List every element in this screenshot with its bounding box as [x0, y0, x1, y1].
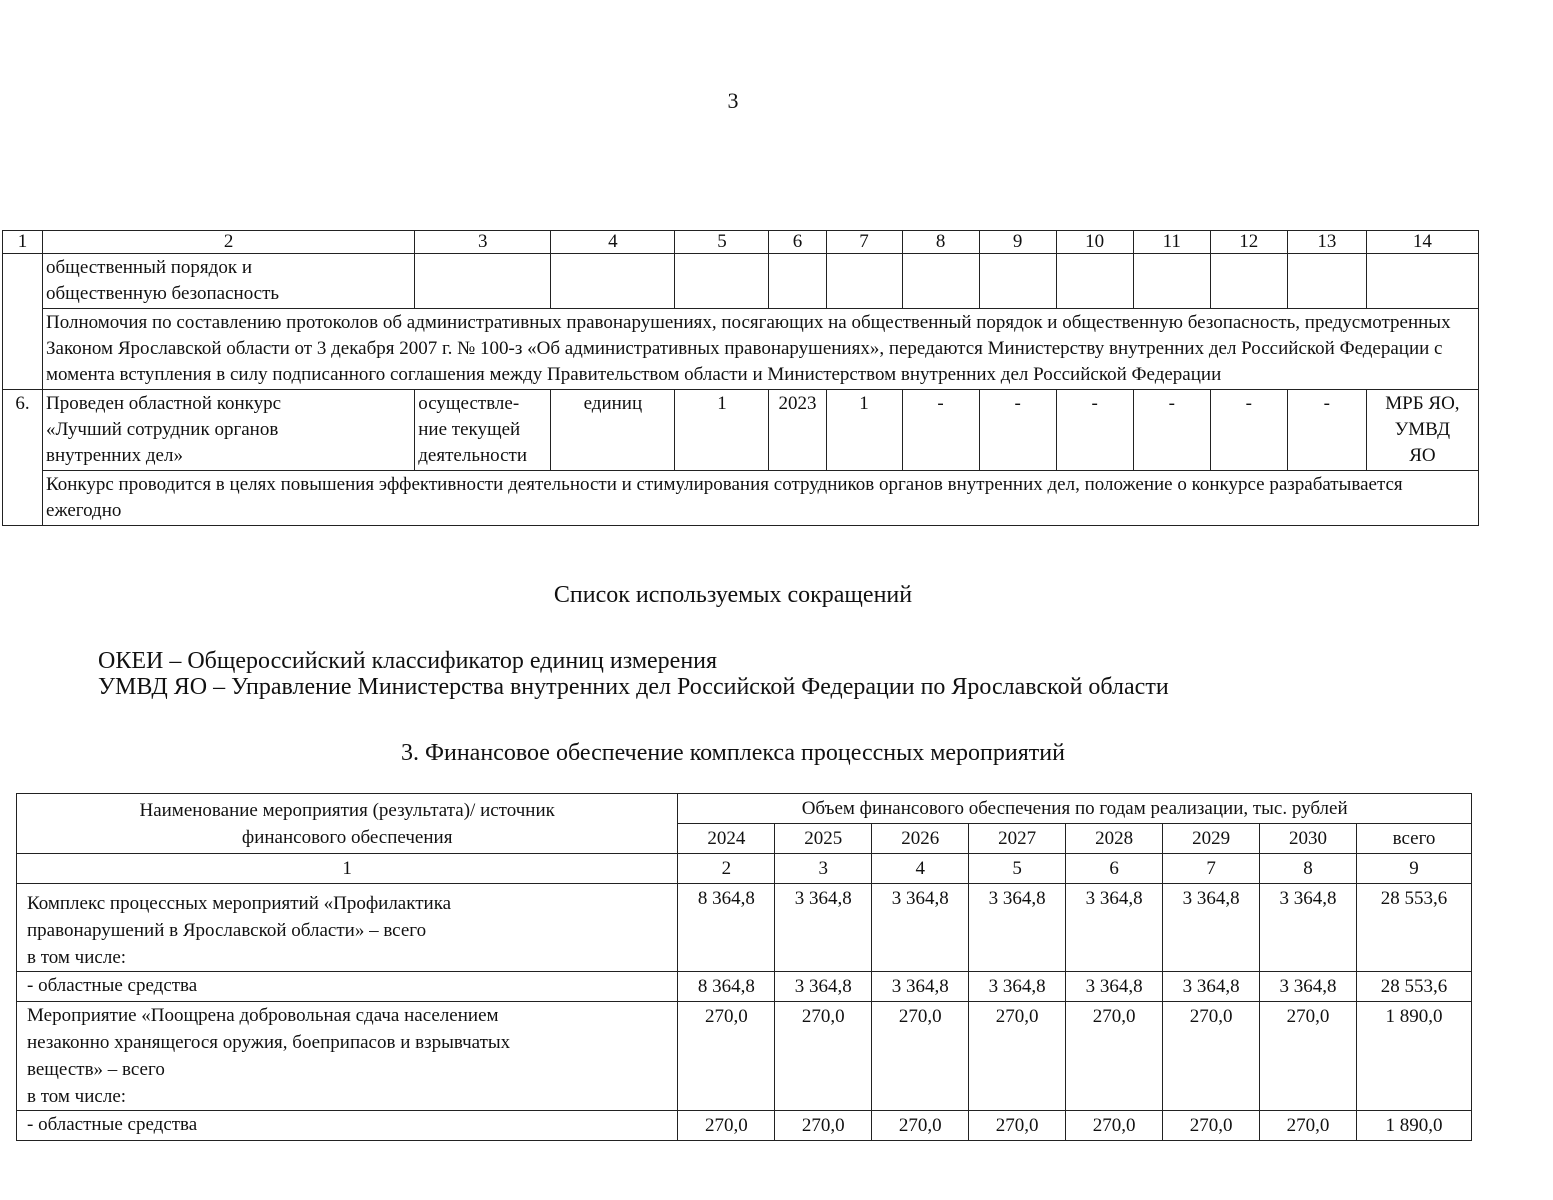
- value-cell: -: [1133, 390, 1210, 471]
- year-header: 2027: [969, 824, 1066, 854]
- col-number: 5: [969, 854, 1066, 884]
- col-number: 2: [43, 231, 415, 254]
- amount-cell: 3 364,8: [969, 972, 1066, 1002]
- table-row: [17, 884, 1472, 972]
- header-name-line: Наименование мероприятия (результата)/ источник: [139, 799, 555, 821]
- total-cell: 1 890,0: [1357, 1111, 1472, 1141]
- amount-cell: 3 364,8: [775, 884, 872, 972]
- value-cell: 1: [675, 390, 769, 471]
- col-number: 10: [1056, 231, 1133, 254]
- unit-cell: единиц: [551, 390, 675, 471]
- col-number: 1: [17, 854, 678, 884]
- note-text: Полномочия по составлению протоколов об административных правонарушениях, посягающих на общественный порядок и общественную безопасность, предусмотренных Законом Ярославской области от 3 декабря 2007 г. № 100-з «Об административных правонарушениях», передаются Министерству внутренних дел Российской Федерации с момента вступления в силу подписанного соглашения между Правительством области и Министерством внутренних дел Российской Федерации: [43, 309, 1479, 390]
- value-cell: -: [979, 390, 1056, 471]
- results-table: [2, 230, 1479, 526]
- value-cell: -: [1056, 390, 1133, 471]
- year-header: 2028: [1066, 824, 1163, 854]
- col-number: 8: [902, 231, 979, 254]
- amount-cell: 3 364,8: [1163, 972, 1260, 1002]
- year-header: 2030: [1260, 824, 1357, 854]
- amount-cell: 3 364,8: [872, 884, 969, 972]
- total-cell: 28 553,6: [1357, 884, 1472, 972]
- result-name-line: общественный порядок и: [46, 257, 252, 278]
- table-row: [17, 972, 1472, 1002]
- value-cell: -: [1210, 390, 1287, 471]
- header-name-line: финансового обеспечения: [241, 826, 453, 848]
- amount-cell: 270,0: [1163, 1111, 1260, 1141]
- amount-cell: 3 364,8: [1163, 884, 1260, 972]
- table-row: [3, 390, 1479, 471]
- col-number: 3: [415, 231, 551, 254]
- result-type-line: осуществле-: [418, 393, 520, 414]
- result-name-line: внутренних дел»: [46, 445, 183, 466]
- header-name-cell: [17, 794, 678, 854]
- year-header: 2029: [1163, 824, 1260, 854]
- year-cell: 2023: [769, 390, 826, 471]
- value-cell: -: [1287, 390, 1366, 471]
- header-row: [17, 794, 1472, 824]
- amount-cell: 270,0: [775, 1111, 872, 1141]
- amount-cell: 270,0: [872, 1111, 969, 1141]
- amount-cell: 3 364,8: [872, 972, 969, 1002]
- col-number: 9: [1357, 854, 1472, 884]
- year-header: 2024: [678, 824, 775, 854]
- result-type-cell: [415, 390, 551, 471]
- activity-name-line: в том числе:: [27, 1086, 127, 1107]
- abbreviations-title: Список используемых сокращений: [553, 582, 913, 608]
- table-cell: [1210, 254, 1287, 309]
- year-header: 2026: [872, 824, 969, 854]
- note-row: [3, 471, 1479, 526]
- column-number-row: [17, 854, 1472, 884]
- section-title: 3. Финансовое обеспечение комплекса процессных мероприятий: [401, 740, 1065, 766]
- note-text: Конкурс проводится в целях повышения эффективности деятельности и стимулирования сотрудников органов внутренних дел, положение о конкурсе разрабатывается ежегодно: [43, 471, 1479, 526]
- amount-cell: 270,0: [1163, 1002, 1260, 1111]
- total-cell: 28 553,6: [1357, 972, 1472, 1002]
- amount-cell: 3 364,8: [775, 972, 872, 1002]
- amount-cell: 270,0: [775, 1002, 872, 1111]
- amount-cell: 3 364,8: [1260, 972, 1357, 1002]
- amount-cell: 3 364,8: [969, 884, 1066, 972]
- table-row: [3, 254, 1479, 309]
- note-row: [3, 309, 1479, 390]
- col-number: 4: [551, 231, 675, 254]
- amount-cell: 270,0: [1066, 1111, 1163, 1141]
- col-number: 6: [769, 231, 826, 254]
- abbreviation-item: УМВД ЯО – Управление Министерства внутренних дел Российской Федерации по Ярославской области: [98, 674, 1169, 700]
- amount-cell: 270,0: [872, 1002, 969, 1111]
- header-volume: Объем финансового обеспечения по годам реализации, тыс. рублей: [678, 794, 1472, 824]
- col-number: 2: [678, 854, 775, 884]
- page-number: 3: [727, 88, 739, 113]
- value-cell: 1: [826, 390, 902, 471]
- table-cell: [826, 254, 902, 309]
- result-type-line: ние текущей: [418, 419, 521, 440]
- activity-name-line: веществ» – всего: [27, 1059, 165, 1080]
- table-cell: [769, 254, 826, 309]
- activity-name-line: незаконно хранящегося оружия, боеприпасов и взрывчатых: [27, 1032, 511, 1053]
- col-number: 4: [872, 854, 969, 884]
- col-number: 5: [675, 231, 769, 254]
- amount-cell: 270,0: [678, 1111, 775, 1141]
- col-number: 8: [1260, 854, 1357, 884]
- activity-name-line: правонарушений в Ярославской области» – всего: [27, 920, 427, 941]
- result-name-line: «Лучший сотрудник органов: [46, 419, 279, 440]
- col-number: 14: [1366, 231, 1478, 254]
- result-name-line: Проведен областной конкурс: [46, 393, 282, 414]
- table-cell: [1133, 254, 1210, 309]
- col-number: 3: [775, 854, 872, 884]
- col-number: 6: [1066, 854, 1163, 884]
- table-row: [17, 1111, 1472, 1141]
- amount-cell: 270,0: [969, 1002, 1066, 1111]
- result-type-line: деятельности: [418, 445, 528, 466]
- activity-name-line: Комплекс процессных мероприятий «Профилактика: [27, 893, 452, 914]
- row-number: 6.: [3, 390, 43, 526]
- amount-cell: 270,0: [969, 1111, 1066, 1141]
- responsible-line: МРБ ЯО,: [1385, 393, 1460, 414]
- responsible-cell: [1366, 390, 1478, 471]
- col-number: 1: [3, 231, 43, 254]
- abbreviation-item: ОКЕИ – Общероссийский классификатор единиц измерения: [98, 648, 718, 674]
- amount-cell: 270,0: [1066, 1002, 1163, 1111]
- amount-cell: 270,0: [1260, 1111, 1357, 1141]
- total-cell: 1 890,0: [1357, 1002, 1472, 1111]
- result-name-cell: [43, 254, 415, 309]
- value-cell: -: [902, 390, 979, 471]
- col-number: 7: [826, 231, 902, 254]
- activity-name-line: в том числе:: [27, 947, 127, 968]
- result-name-cell: [43, 390, 415, 471]
- col-number: 9: [979, 231, 1056, 254]
- col-number: 11: [1133, 231, 1210, 254]
- activity-name-cell: [17, 884, 678, 972]
- table-cell: [1366, 254, 1478, 309]
- table-cell: [415, 254, 551, 309]
- amount-cell: 3 364,8: [1260, 884, 1357, 972]
- amount-cell: 3 364,8: [1066, 884, 1163, 972]
- amount-cell: 8 364,8: [678, 884, 775, 972]
- table-cell: [1056, 254, 1133, 309]
- table-cell: [1287, 254, 1366, 309]
- table-row: [17, 1002, 1472, 1111]
- activity-name-line: Мероприятие «Поощрена добровольная сдача населением: [27, 1005, 499, 1026]
- col-number: 12: [1210, 231, 1287, 254]
- year-header: 2025: [775, 824, 872, 854]
- amount-cell: 3 364,8: [1066, 972, 1163, 1002]
- responsible-line: УМВД: [1394, 419, 1451, 440]
- activity-name-cell: [17, 1002, 678, 1111]
- result-name-line: общественную безопасность: [46, 283, 280, 304]
- responsible-line: ЯО: [1409, 445, 1436, 466]
- amount-cell: 270,0: [1260, 1002, 1357, 1111]
- source-name: - областные средства: [17, 972, 678, 1002]
- col-number: 7: [1163, 854, 1260, 884]
- table-cell: [902, 254, 979, 309]
- table-cell: [551, 254, 675, 309]
- column-number-row: [3, 231, 1479, 254]
- table-cell: [675, 254, 769, 309]
- amount-cell: 8 364,8: [678, 972, 775, 1002]
- source-name: - областные средства: [17, 1111, 678, 1141]
- row-number-cell: [3, 254, 43, 390]
- col-number: 13: [1287, 231, 1366, 254]
- total-header: всего: [1357, 824, 1472, 854]
- table-cell: [979, 254, 1056, 309]
- financing-table: [16, 793, 1472, 1141]
- amount-cell: 270,0: [678, 1002, 775, 1111]
